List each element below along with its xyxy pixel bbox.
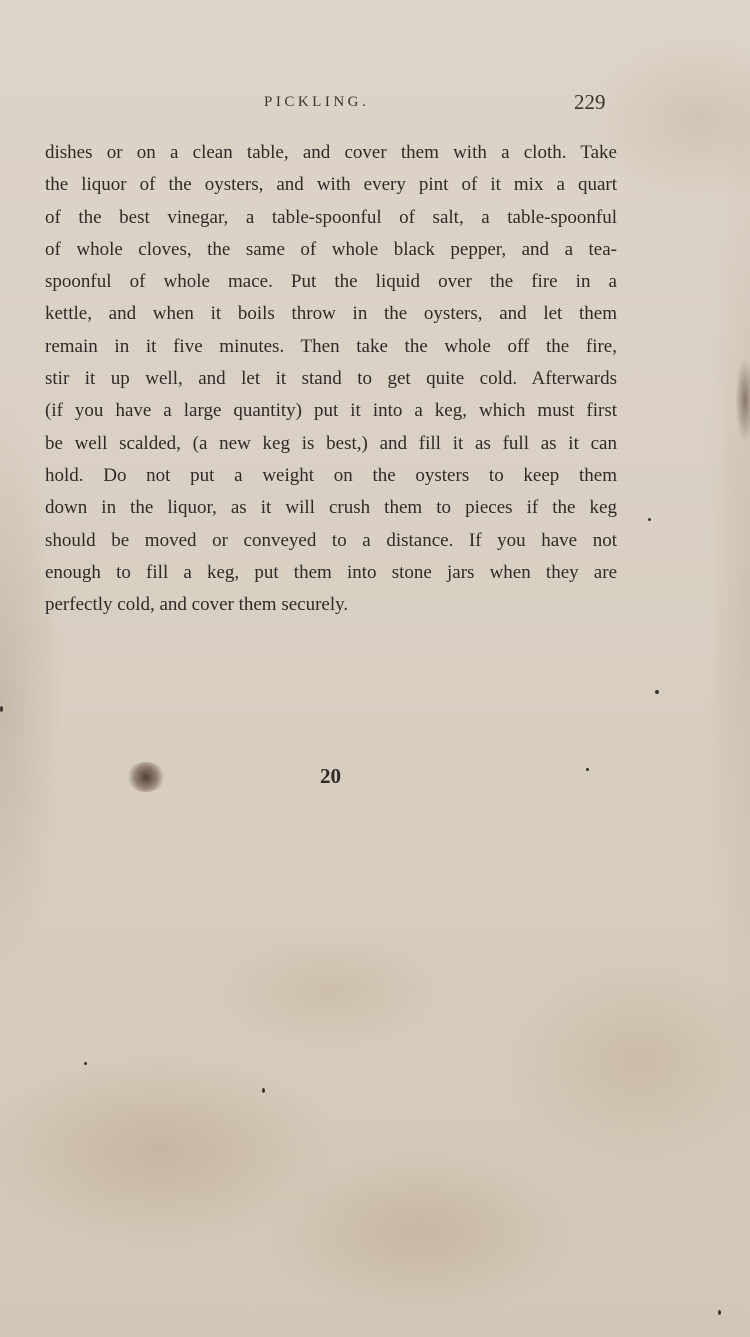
text-line: dishes or on a clean table, and cover them with a cloth. Take [45, 142, 617, 163]
text-line: the liquor of the oysters, and with every pint of it mix a quart [45, 174, 617, 196]
running-head [0, 90, 750, 120]
text-line: of the best vinegar, a table-spoonful of salt, a table-spoonful [45, 206, 617, 228]
paper-speck [718, 1310, 721, 1315]
section-title: PICKLING. [264, 94, 370, 110]
paper-speck [648, 518, 651, 521]
text-line: of whole cloves, the same of whole black pepper, and a tea- [45, 238, 617, 260]
text-line: (if you have a large quantity) put it into a keg, which must first [45, 400, 617, 422]
text-line: down in the liquor, as it will crush them to pieces if the keg [45, 497, 617, 519]
text-line: enough to fill a keg, put them into stone jars when they are [45, 561, 617, 583]
paper-speck [655, 690, 659, 694]
signature-mark: 20 [320, 764, 341, 788]
text-line: perfectly cold, and cover them securely. [45, 594, 349, 616]
text-line: stir it up well, and let it stand to get quite cold. Afterwards [45, 368, 617, 390]
edge-stain [736, 360, 750, 440]
text-line: remain in it five minutes. Then take the whole off the fire, [45, 335, 617, 357]
text-line: should be moved or conveyed to a distance. If you have not [45, 529, 617, 551]
text-line: kettle, and when it boils throw in the oysters, and let them [45, 303, 617, 325]
page-number: 229 [574, 90, 606, 114]
text-line: hold. Do not put a weight on the oysters to keep them [45, 464, 617, 486]
paper-speck [84, 1062, 87, 1065]
paper-speck [0, 706, 3, 712]
paper-speck [586, 768, 589, 771]
text-line: spoonful of whole mace. Put the liquid over the fire in a [45, 271, 617, 293]
ink-stain [127, 762, 165, 792]
text-line: be well scalded, (a new keg is best,) and fill it as full as it can [45, 432, 617, 454]
body-paragraph [45, 137, 617, 621]
paper-speck [262, 1088, 265, 1093]
